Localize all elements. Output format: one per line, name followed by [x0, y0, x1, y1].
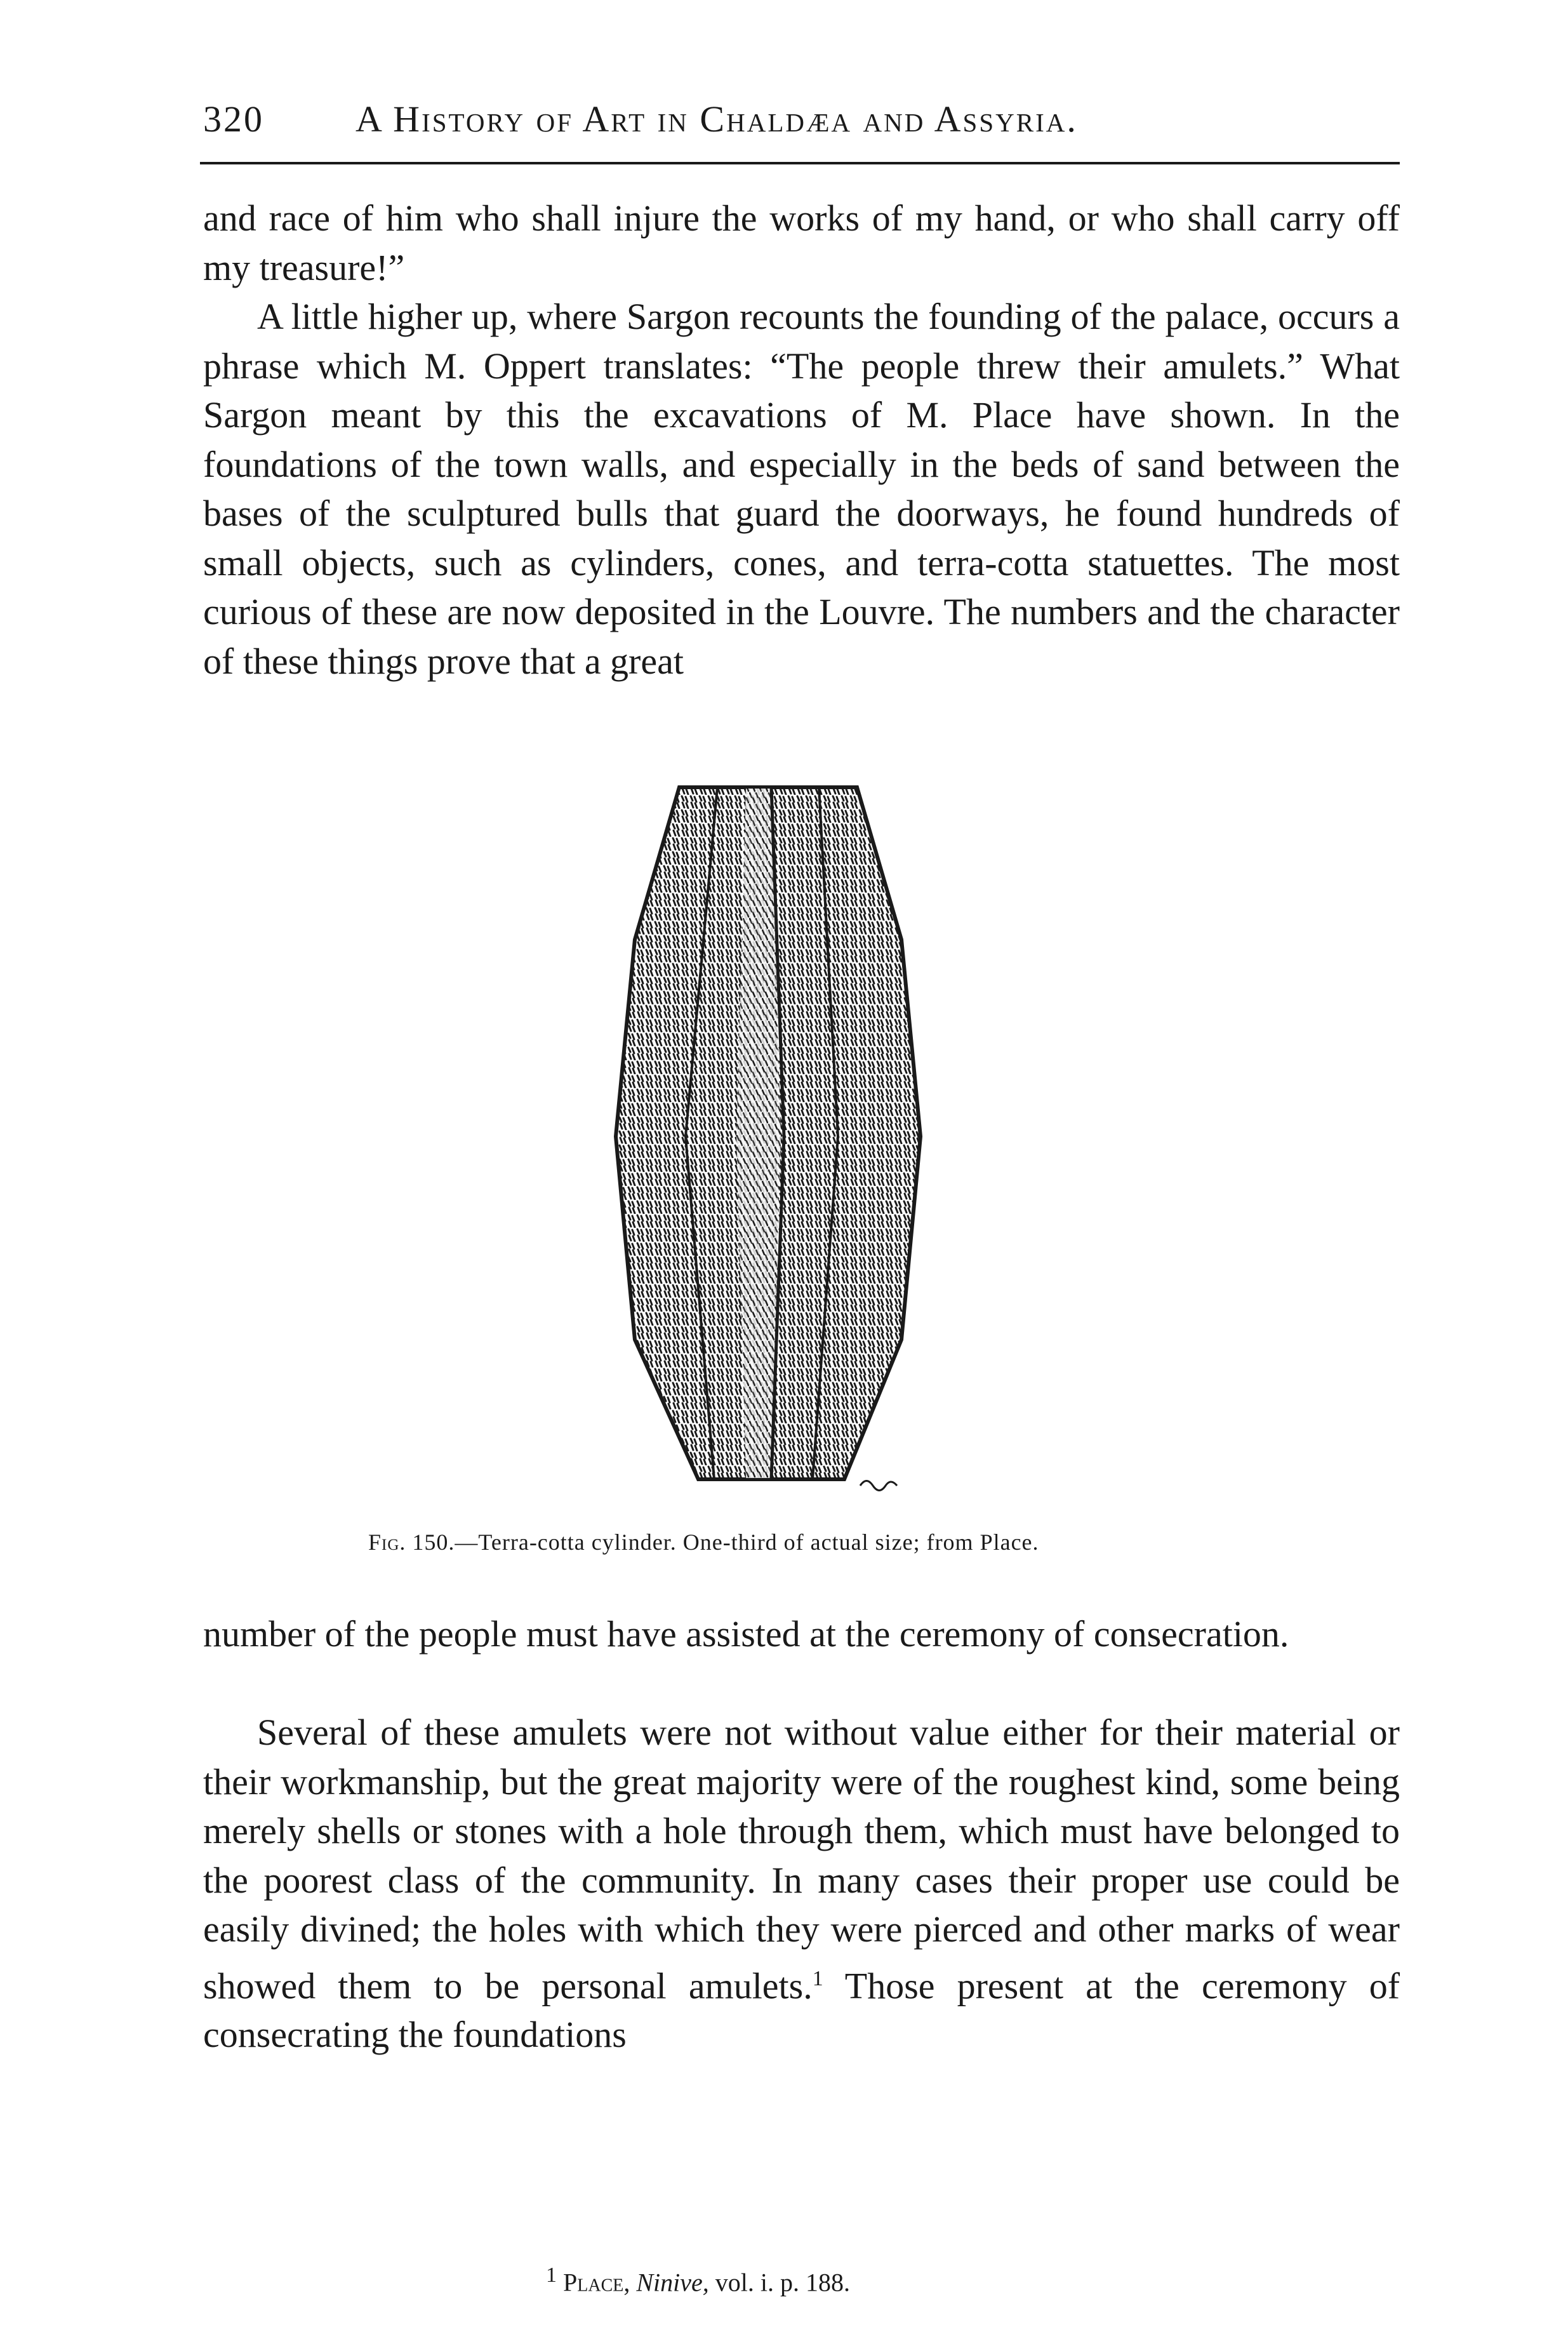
paragraph-amulets: Several of these amulets were not without value either for their material or their workmanship, but the great majority were of the roughest kind, some being merely shells or stones with a hole through them, which must have belonged to the poorest class of the community. In many cases their proper use could be easily divined; the holes with which they were pierced and other marks of wear showed them to be personal amulets.$^1$ Those present at the ceremony of consecrating the foundations	[203, 1712, 1400, 2056]
figure-caption-text: —Terra-cotta cylinder. One-third of actual size; from Place.	[455, 1529, 1039, 1555]
figure-caption	[368, 1529, 1320, 1555]
footnote-title: Ninive,	[636, 2268, 709, 2297]
paragraph-sargon: A little higher up, where Sargon recounts the founding of the palace, occurs a phrase which M. Oppert translates: “The people threw their amulets.” What Sargon meant by this the excavations of M. Place have shown. In the foundations of the town walls, and especially in the beds of sand between the bases of the sculptured bulls that guard the doorways, he found hundreds of small objects, such as cylinders, cones, and terra-cotta statuettes. The most curious of these are now deposited in the Louvre. The numbers and the character of these things prove that a great	[203, 296, 1400, 682]
figure-terra-cotta-cylinder	[609, 781, 927, 1498]
terra-cotta-cylinder-illustration	[609, 781, 927, 1498]
running-title: A History of Art in Chaldæa and Assyria.	[355, 98, 1078, 140]
paragraph-consecration: number of the people must have assisted at the ceremony of consecration.	[203, 1613, 1289, 1655]
paragraph-continuation: and race of him who shall injure the works of my hand, or who shall carry off my treasure!”	[203, 197, 1400, 288]
footnote-reference[interactable]: 1	[812, 1966, 823, 1990]
footnote	[546, 2263, 1117, 2297]
header-rule	[200, 162, 1400, 164]
figure-label: Fig. 150.	[368, 1529, 455, 1555]
footnote-reference-text: vol. i. p. 188.	[715, 2268, 851, 2297]
footnote-marker: 1	[546, 2263, 557, 2287]
running-head	[203, 89, 1397, 146]
footnote-author: Place,	[563, 2268, 630, 2297]
page-number: 320	[203, 98, 264, 140]
